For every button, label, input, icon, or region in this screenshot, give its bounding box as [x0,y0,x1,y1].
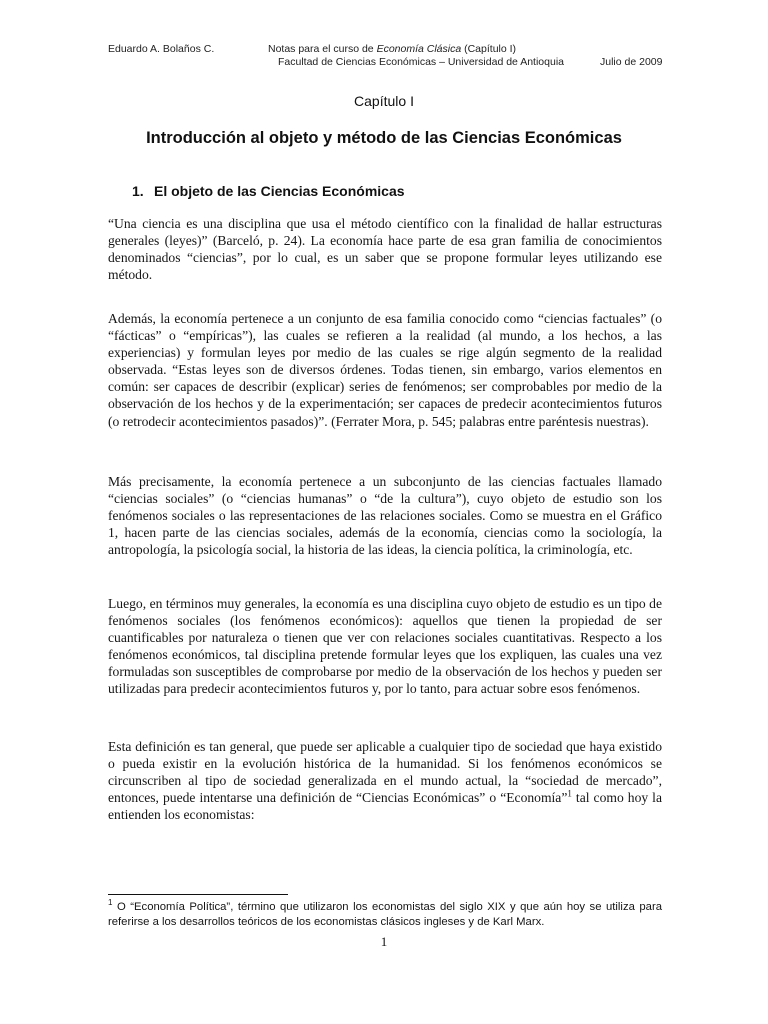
header-date: Julio de 2009 [600,56,663,68]
chapter-label: Capítulo I [354,93,414,109]
header-course-name: Economía Clásica [376,43,462,55]
footnote-reference[interactable]: 1 [567,788,572,799]
paragraph-5-text: Esta definición es tan general, que puede ser aplicable a cualquier tipo de sociedad que haya existido o pueda existir en la evolución histórica de la humanidad. Si los fenómenos económicos se circunscriben al tipo de sociedad generalizada en el mundo actual, la “sociedad de mercado”, entonces, puede intentarse una definición de “Ciencias Económicas” o “Economía” [108,739,662,806]
paragraph-4: Luego, en términos muy generales, la economía es una disciplina cuyo objeto de estudio es un tipo de fenómenos sociales (los fenómenos económicos): aquellos que tienen la propiedad de ser cuantificables por naturaleza o tienen que ver con relaciones sociales cuantitativas. Respecto a los fenómenos económicos, tal disciplina pretende formular leyes que los expliquen, las cuales una vez formuladas son susceptibles de comprobarse por medio de la observación de los hechos y pueden ser utilizadas para predecir acontecimientos futuros y, por lo tanto, para actuar sobre esos fenómenos. [108,596,662,697]
paragraph-5 [108,738,662,823]
section-number: 1. [132,183,144,199]
section-title: El objeto de las Ciencias Económicas [154,183,405,199]
footnote-marker: 1 [108,898,113,908]
footnote [108,900,662,930]
paragraph-1: “Una ciencia es una disciplina que usa el método científico con la finalidad de hallar estructuras generales (leyes)” (Barceló, p. 24). La economía hace parte de esa gran familia de conocimientos denominados “ciencias”, por lo cual, es un saber que se propone formular leyes utilizando ese método. [108,216,662,283]
section-heading [132,182,405,200]
header-faculty: Facultad de Ciencias Económicas – Universidad de Antioquia [278,56,564,68]
paragraph-3: Más precisamente, la economía pertenece a un subconjunto de las ciencias factuales llamado “ciencias sociales” (o “ciencias humanas” o “de la cultura”), cuyo objeto de estudio son los fenómenos sociales o las representaciones de las relaciones sociales. Como se muestra en el Gráfico 1, hacen parte de las ciencias sociales, además de la economía, ciencias como la sociología, la antropología, la psicología social, la historia de las ideas, la ciencia política, la criminología, etc. [108,474,662,558]
header-notes-suffix: (Capítulo I) [461,43,517,55]
paragraph-2: Además, la economía pertenece a un conjunto de esa familia conocido como “ciencias factuales” (o “fácticas” o “empíricas”), las cuales se refieren a la realidad (al mundo, a los hechos, a las experiencias) y formulan leyes por medio de las cuales se rige algún segmento de la realidad observada. “Estas leyes son de diversos órdenes. Todas tienen, sin embargo, varios elementos en común: ser capaces de describir (explicar) series de fenómenos; ser comprobables por medio de la observación de los hechos y de la experimentación; ser capaces de predecir acontecimientos futuros (o retrodecir acontecimientos pasados)”. (Ferrater Mora, p. 545; palabras entre paréntesis nuestras). [108,311,662,429]
header-notes-prefix: Notas para el curso de [268,43,377,55]
footnote-divider [108,894,288,895]
header-author: Eduardo A. Bolaños C. [108,43,215,55]
footnote-text: O “Economía Política”, término que utilizaron los economistas del siglo XIX y que aún hoy se utiliza para referirse a los desarrollos teóricos de los economistas clásicos ingleses y de Karl Marx. [108,901,662,928]
page-number: 1 [380,934,388,949]
header-course-notes [268,43,516,56]
page-title: Introducción al objeto y método de las Ciencias Económicas [146,129,622,147]
paragraph-5-text-end: tal como hoy la entienden los economistas: [108,790,662,823]
